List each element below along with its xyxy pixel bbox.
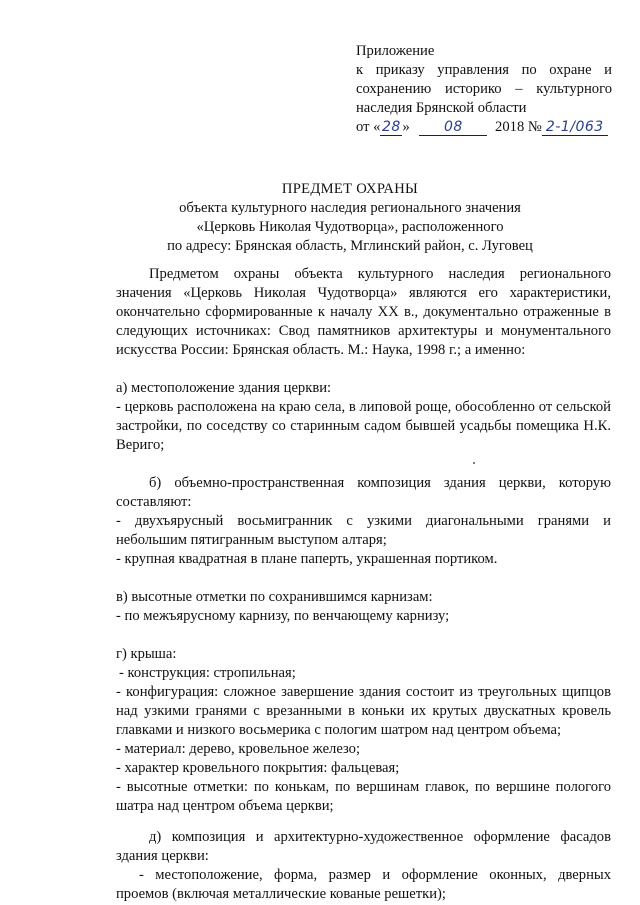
section-d-heading: д) композиция и архитектурно-художественное оформление фасадов здания церкви: bbox=[116, 829, 611, 864]
section-g-heading: г) крыша: bbox=[116, 646, 177, 662]
scan-speck bbox=[473, 462, 475, 464]
date-mid: » bbox=[402, 119, 410, 135]
appendix-order-line-3: наследия Брянской области bbox=[356, 100, 527, 116]
appendix-label: Приложение bbox=[356, 43, 435, 59]
handwritten-number: 2-1/063 bbox=[542, 120, 608, 136]
appendix-order-line-2: сохранению историко – культурного bbox=[356, 81, 612, 97]
section-v-heading: в) высотные отметки по сохранившимся карнизам: bbox=[116, 589, 433, 605]
appendix-header bbox=[356, 42, 612, 137]
section-b-heading: б) объемно-пространственная композиция здания церкви, которую составляют: bbox=[116, 475, 611, 510]
section-b-item-2: - крупная квадратная в плане паперть, украшенная портиком. bbox=[116, 551, 498, 567]
handwritten-day: 28 bbox=[382, 119, 401, 135]
title-subline-3: по адресу: Брянская область, Мглинский район, с. Луговец bbox=[167, 238, 533, 254]
section-g-item-3: - материал: дерево, кровельное железо; bbox=[116, 741, 361, 757]
document-title-block bbox=[100, 180, 600, 256]
date-year-number: 2018 № bbox=[495, 119, 542, 135]
section-g-item-4: - характер кровельного покрытия: фальцевая; bbox=[116, 760, 400, 776]
section-d-item: - местоположение, форма, размер и оформление оконных, дверных проемов (включая металлические кованые решетки); bbox=[116, 867, 611, 902]
intro-paragraph: Предметом охраны объекта культурного наследия регионального значения «Церковь Николая Чудотворца» являются его характеристики, окончательно сформированные к началу XX в., документально отраженные в следующих источниках: Свод памятников архитектуры и монументального искусства России: Брянская область. М.: Наука, 1998 г.; а именно: bbox=[116, 266, 611, 358]
handwritten-month: 08 bbox=[419, 120, 487, 136]
section-g-item-5: - высотные отметки: по конькам, по вершинам главок, по вершине пологого шатра над центром объема церкви; bbox=[116, 779, 611, 814]
section-g-item: - конструкция: стропильная; bbox=[119, 665, 296, 681]
page-title: ПРЕДМЕТ ОХРАНЫ bbox=[281, 181, 419, 197]
section-b-item: - двухъярусный восьмигранник с узкими диагональными гранями и небольшим пятигранным выступом алтаря; bbox=[116, 513, 611, 548]
document-body bbox=[116, 265, 611, 904]
section-v-item: - по межъярусному карнизу, по венчающему карнизу; bbox=[116, 608, 450, 624]
section-g-item-2: - конфигурация: сложное завершение здания состоит из треугольных щипцов над узкими гранями с врезанными в коньки их крутых двускатных кровель главками и низкого восьмерика с пологим шатром над центром объема; bbox=[116, 684, 611, 738]
date-prefix: от « bbox=[356, 119, 381, 135]
appendix-date-line bbox=[356, 118, 612, 137]
title-subline-2: «Церковь Николая Чудотворца», расположенного bbox=[196, 219, 504, 235]
section-a-item: - церковь расположена на краю села, в липовой роще, обособленно от сельской застройки, по соседству со старинным садом бывшей усадьбы помещика Н.К. Вериго; bbox=[116, 399, 611, 453]
title-subline: объекта культурного наследия регионального значения bbox=[179, 200, 521, 216]
appendix-order-line: к приказу управления по охране и bbox=[356, 62, 612, 78]
section-a-heading: а) местоположение здания церкви: bbox=[116, 380, 332, 396]
